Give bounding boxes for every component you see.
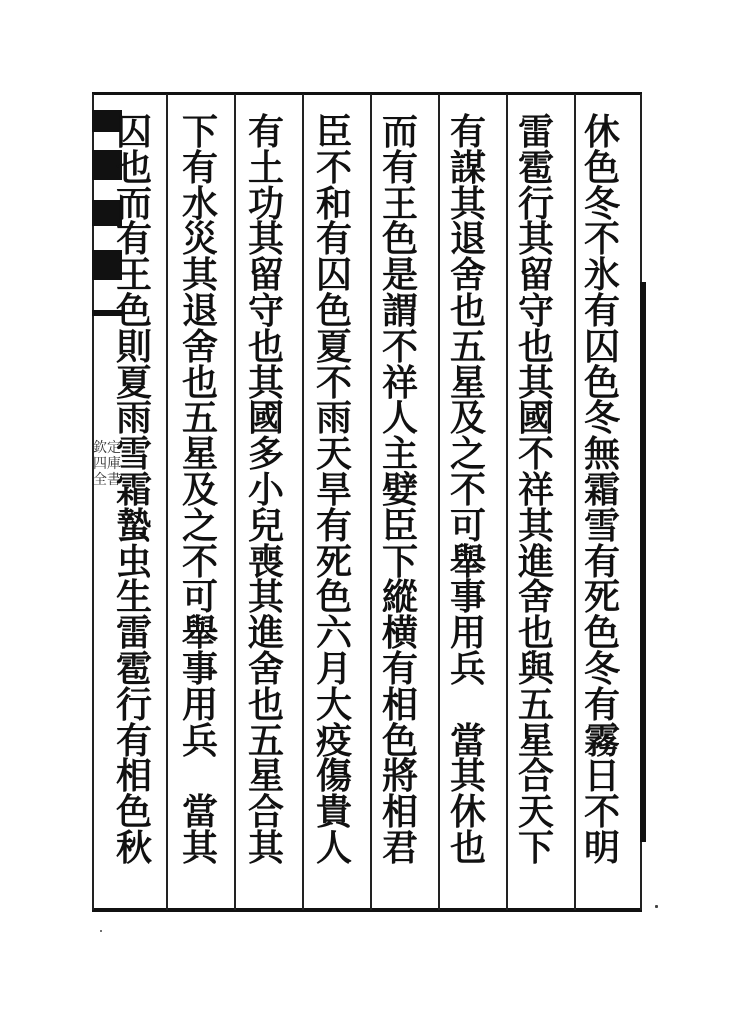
column-character: 霜	[583, 469, 620, 511]
text-column-5	[310, 112, 358, 902]
column-rule	[166, 94, 168, 910]
column-character: 有	[115, 719, 152, 762]
column-character: 其	[247, 361, 284, 404]
column-character: 小	[247, 469, 284, 511]
column-character: 與	[517, 648, 554, 690]
column-rule	[234, 94, 236, 910]
column-character: 行	[115, 683, 152, 726]
column-character: 舍	[449, 254, 486, 297]
scan-speck	[100, 930, 102, 932]
column-rule	[506, 94, 508, 910]
column-character: 用	[449, 612, 486, 655]
column-character: 及	[449, 397, 486, 440]
column-character: 蟄	[115, 504, 152, 547]
text-column-3	[444, 112, 492, 902]
column-character: 天	[517, 791, 554, 834]
column-character: 雹	[115, 648, 152, 690]
column-character: 祥	[381, 361, 418, 404]
column-character: 不	[315, 361, 352, 404]
column-character: 其	[517, 504, 554, 547]
column-character: 也	[181, 361, 218, 404]
column-character: 五	[247, 719, 284, 762]
column-character: 雪	[583, 504, 620, 547]
margin-text: 欽定四庫全書	[93, 440, 121, 488]
column-character: 其	[247, 218, 284, 261]
column-character: 用	[181, 683, 218, 726]
column-character: 死	[583, 576, 620, 619]
column-character: 有	[315, 218, 352, 261]
column-character: 有	[381, 648, 418, 690]
column-character: 傷	[315, 755, 352, 798]
column-character: 天	[315, 433, 352, 476]
column-character: 五	[517, 683, 554, 726]
column-character: 兒	[247, 504, 284, 547]
column-character: 舍	[247, 648, 284, 690]
column-character: 休	[449, 791, 486, 834]
scan-speck	[655, 905, 658, 908]
column-character: 國	[247, 397, 284, 440]
column-character: 冬	[583, 397, 620, 440]
column-character: 也	[115, 146, 152, 189]
column-character: 進	[247, 612, 284, 655]
column-character: 王	[381, 182, 418, 225]
column-character: 謀	[449, 146, 486, 189]
column-character: 可	[449, 504, 486, 547]
column-character: 也	[517, 612, 554, 655]
column-character: 守	[517, 290, 554, 332]
column-character: 霜	[115, 469, 152, 511]
column-character: 也	[517, 325, 554, 368]
column-character: 冬	[583, 648, 620, 690]
column-character: 貴	[315, 791, 352, 834]
column-character: 霧	[583, 719, 620, 762]
column-character: 色	[583, 612, 620, 655]
column-rule	[302, 94, 304, 910]
page-spine-bar	[640, 282, 646, 842]
column-character: 之	[449, 433, 486, 476]
column-character: 其	[517, 218, 554, 261]
text-column-8	[110, 112, 158, 902]
column-character: 多	[247, 433, 284, 476]
text-column-2	[512, 112, 560, 902]
column-character: 不	[381, 325, 418, 368]
column-character: 色	[381, 719, 418, 762]
column-character: 虫	[115, 540, 152, 583]
column-rule	[574, 94, 576, 910]
column-character: 守	[247, 290, 284, 332]
column-character: 不	[449, 469, 486, 511]
column-character: 將	[381, 755, 418, 798]
column-character: 冬	[583, 182, 620, 225]
text-column-7	[176, 112, 224, 902]
column-character: 囚	[115, 111, 152, 153]
column-character: 夏	[115, 361, 152, 404]
column-character: 謂	[381, 290, 418, 332]
column-character: 有	[449, 111, 486, 153]
column-character: 而	[115, 182, 152, 225]
column-character: 有	[315, 504, 352, 547]
column-character: 人	[381, 397, 418, 440]
column-character: 縱	[381, 576, 418, 619]
column-character: 星	[181, 433, 218, 476]
column-character: 臣	[381, 504, 418, 547]
column-character: 雷	[517, 111, 554, 153]
column-character: 其	[449, 755, 486, 798]
column-character: 不	[583, 218, 620, 261]
column-character: 疫	[315, 719, 352, 762]
column-character: 事	[449, 576, 486, 619]
column-character: 舉	[181, 612, 218, 655]
column-character: 主	[381, 433, 418, 476]
column-character: 五	[449, 325, 486, 368]
column-character: 休	[583, 111, 620, 153]
column-character: 合	[517, 755, 554, 798]
column-character: 色	[315, 576, 352, 619]
column-character: 兵	[181, 719, 218, 762]
column-character: 其	[247, 576, 284, 619]
column-character: 色	[315, 290, 352, 332]
column-character: 星	[517, 719, 554, 762]
column-character: 而	[381, 111, 418, 153]
column-character: 秋	[115, 827, 152, 869]
column-character: 月	[315, 648, 352, 690]
column-character: 其	[449, 182, 486, 225]
column-character: 嬖	[381, 469, 418, 511]
column-character: 可	[181, 576, 218, 619]
column-character: 横	[381, 612, 418, 655]
column-character: 下	[517, 827, 554, 869]
column-character: 退	[449, 218, 486, 261]
text-column-6	[242, 112, 290, 902]
column-character: 不	[315, 146, 352, 189]
column-character: 當	[449, 719, 486, 762]
column-character: 進	[517, 540, 554, 583]
bottom-border-rule	[92, 908, 642, 912]
column-character: 明	[583, 827, 620, 869]
column-character: 大	[315, 683, 352, 726]
column-character: 旱	[315, 469, 352, 511]
column-character: 色	[583, 361, 620, 404]
column-character: 和	[315, 182, 352, 225]
column-character: 也	[247, 325, 284, 368]
column-character: 相	[381, 683, 418, 726]
column-character: 雷	[115, 612, 152, 655]
text-column-4	[376, 112, 424, 902]
column-character: 其	[181, 254, 218, 297]
column-character: 有	[115, 218, 152, 261]
column-character: 喪	[247, 540, 284, 583]
column-character: 雨	[315, 397, 352, 440]
column-character: 之	[181, 504, 218, 547]
column-rule	[438, 94, 440, 910]
column-character: 國	[517, 397, 554, 440]
column-character: 舉	[449, 540, 486, 583]
column-character: 功	[247, 182, 284, 225]
column-rule	[370, 94, 372, 910]
column-character: 有	[583, 290, 620, 332]
column-character: 囚	[583, 325, 620, 368]
column-character: 退	[181, 290, 218, 332]
column-character: 臣	[315, 111, 352, 153]
column-character: 有	[247, 111, 284, 153]
column-character: 生	[115, 576, 152, 619]
top-border-rule	[92, 92, 642, 95]
column-character: 災	[181, 218, 218, 261]
column-character: 夏	[315, 325, 352, 368]
column-character: 星	[247, 755, 284, 798]
column-character: 無	[583, 433, 620, 476]
column-character: 舍	[181, 325, 218, 368]
column-character: 舍	[517, 576, 554, 619]
column-character: 日	[583, 755, 620, 798]
column-character: 也	[247, 683, 284, 726]
column-character: 不	[583, 791, 620, 834]
column-character: 色	[583, 146, 620, 189]
column-character: 不	[517, 433, 554, 476]
column-character: 相	[381, 791, 418, 834]
column-character: 有	[381, 146, 418, 189]
column-character: 兵	[449, 648, 486, 690]
column-character: 當	[181, 791, 218, 834]
column-character: 有	[583, 683, 620, 726]
column-character: 人	[315, 827, 352, 869]
column-character: 其	[517, 361, 554, 404]
column-character: 留	[247, 254, 284, 297]
column-character: 下	[381, 540, 418, 583]
column-character: 雪	[115, 433, 152, 476]
column-character: 合	[247, 791, 284, 834]
column-character: 行	[517, 182, 554, 225]
column-character: 死	[315, 540, 352, 583]
column-character: 王	[115, 254, 152, 297]
column-character: 留	[517, 254, 554, 297]
column-character: 不	[181, 540, 218, 583]
column-character: 也	[449, 827, 486, 869]
column-character: 氷	[583, 254, 620, 297]
column-character: 及	[181, 469, 218, 511]
column-character: 也	[449, 290, 486, 332]
column-character: 有	[181, 146, 218, 189]
column-character: 祥	[517, 469, 554, 511]
column-character: 事	[181, 648, 218, 690]
column-character: 星	[449, 361, 486, 404]
column-character: 則	[115, 325, 152, 368]
column-character: 有	[583, 540, 620, 583]
column-character: 囚	[315, 254, 352, 297]
column-character: 五	[181, 397, 218, 440]
column-character: 雨	[115, 397, 152, 440]
column-character: 色	[115, 791, 152, 834]
column-character: 土	[247, 146, 284, 189]
column-character: 六	[315, 612, 352, 655]
column-character: 其	[181, 827, 218, 869]
text-column-1	[578, 112, 626, 902]
column-character: 相	[115, 755, 152, 798]
column-character: 是	[381, 254, 418, 297]
column-character: 水	[181, 182, 218, 225]
column-character: 其	[247, 827, 284, 869]
column-character: 雹	[517, 146, 554, 189]
column-character: 君	[381, 827, 418, 869]
column-character: 色	[381, 218, 418, 261]
column-character: 色	[115, 290, 152, 332]
column-character: 下	[181, 111, 218, 153]
